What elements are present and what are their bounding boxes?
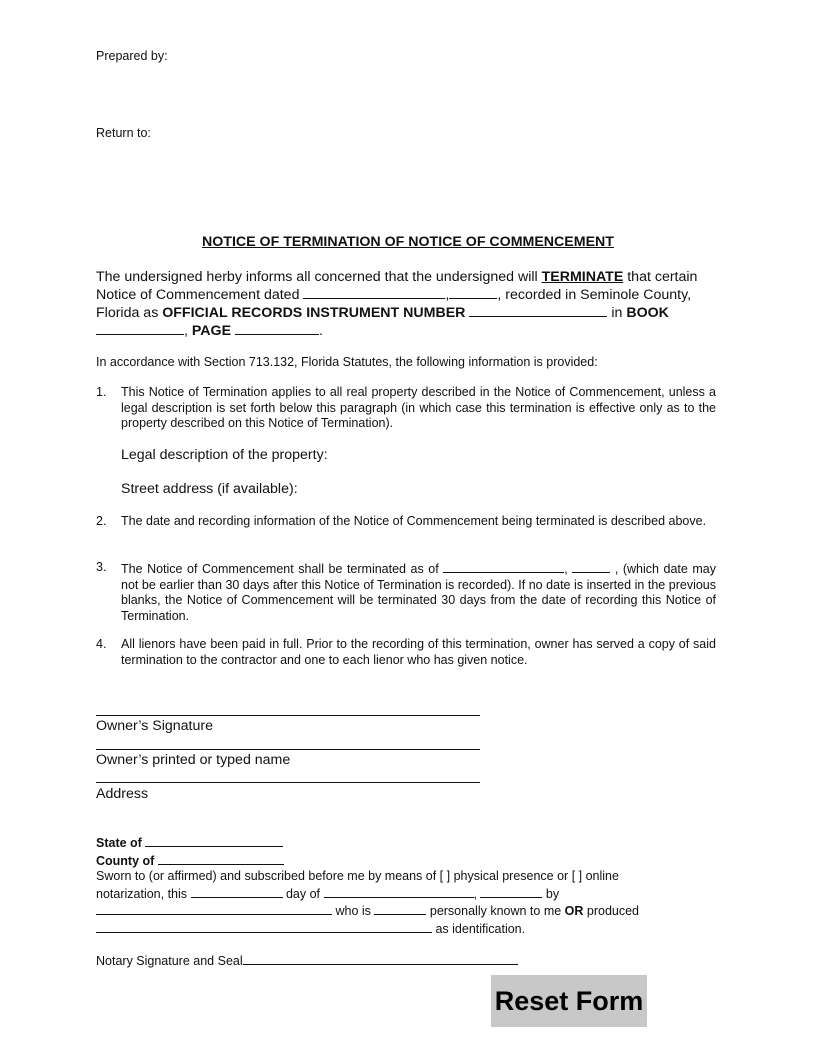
item-number: 3. [96, 560, 107, 574]
intro-text: , recorded in Seminole County, [497, 287, 692, 303]
official-records-label: OFFICIAL RECORDS INSTRUMENT NUMBER [162, 305, 466, 321]
address-line[interactable] [96, 782, 480, 783]
address-label: Address [96, 786, 149, 802]
item-text-part: , (which date may not be earlier than 30 days after this Notice of Termination is recorded). If no date is inserted in the previous blanks, the Notice of Commencement will be terminated 30 days from the date of recording this Notice of Termination. [121, 562, 716, 623]
noc-date-field[interactable] [303, 286, 445, 299]
sworn-text: produced [583, 904, 640, 918]
return-to-label: Return to: [96, 126, 151, 140]
intro-text: , [445, 287, 450, 303]
legal-description-label: Legal description of the property: [121, 447, 328, 463]
page-field[interactable] [235, 322, 319, 335]
signer-name-field[interactable] [96, 902, 332, 915]
page-label: PAGE [191, 323, 232, 339]
intro-text: that certain [623, 269, 698, 285]
sworn-text: by [542, 886, 560, 901]
instrument-number-field[interactable] [469, 304, 607, 317]
sworn-text: notarization, this [96, 886, 191, 901]
owner-signature-line[interactable] [96, 715, 480, 716]
book-field[interactable] [96, 322, 184, 335]
accordance-text: In accordance with Section 713.132, Florida Statutes, the following information is provided: [96, 355, 598, 369]
intro-text: . [319, 323, 323, 339]
intro-text: The undersigned herby informs all concerned that the undersigned will [96, 269, 542, 285]
prepared-by-label: Prepared by: [96, 49, 168, 63]
notary-month-field[interactable] [324, 885, 474, 898]
notary-day-field[interactable] [191, 885, 283, 898]
owner-signature-label: Owner’s Signature [96, 718, 213, 734]
reset-form-button[interactable]: Reset Form [491, 975, 647, 1027]
item-number: 4. [96, 637, 107, 651]
sworn-text: who is [332, 904, 375, 918]
termination-date-field[interactable] [443, 560, 564, 573]
intro-text: Florida as [96, 305, 163, 321]
identification-field[interactable] [96, 920, 432, 933]
noc-year-field[interactable] [449, 286, 497, 299]
terminate-emphasis: TERMINATE [541, 269, 624, 285]
intro-text: in [607, 305, 627, 321]
notary-signature-label: Notary Signature and Seal [96, 954, 243, 968]
item-number: 1. [96, 385, 107, 399]
list-item [96, 560, 716, 624]
termination-year-field[interactable] [572, 560, 610, 573]
intro-paragraph [96, 269, 726, 340]
intro-text: Notice of Commencement dated [96, 287, 304, 303]
known-status-field[interactable] [374, 902, 426, 915]
sworn-text: day of [282, 886, 324, 901]
sworn-text: , [473, 886, 481, 901]
item-text-part: , [564, 562, 573, 576]
state-field[interactable] [145, 834, 283, 847]
item-text: The date and recording information of the Notice of Commencement being terminated is described above. [121, 514, 707, 528]
document-title: NOTICE OF TERMINATION OF NOTICE OF COMMENCEMENT [202, 234, 614, 250]
county-field[interactable] [158, 852, 284, 865]
street-address-label: Street address (if available): [121, 481, 298, 497]
state-label: State of [96, 836, 142, 850]
book-label: BOOK [626, 305, 669, 321]
sworn-text: as identification. [432, 921, 526, 936]
sworn-text: personally known to me [426, 904, 565, 918]
owner-printed-name-line[interactable] [96, 749, 480, 750]
county-label: County of [96, 853, 155, 868]
list-item [96, 514, 716, 530]
list-item [96, 637, 716, 668]
sworn-text: Sworn to (or affirmed) and subscribed before me by means of [ ] physical presence or [ ] online [96, 869, 619, 883]
item-text: All lienors have been paid in full. Prior to the recording of this termination, owner has served a copy of said termination to the contractor and one to each lienor who has given notice. [121, 637, 716, 667]
notary-signature-field[interactable] [243, 952, 518, 965]
intro-text: , [184, 323, 192, 339]
list-item [96, 385, 716, 432]
item-text: This Notice of Termination applies to all real property described in the Notice of Commencement, unless a legal description is set forth below this paragraph (in which case this termination is effective only as to the property described on this Notice of Termination). [121, 385, 716, 430]
notary-block [96, 834, 736, 970]
item-text-part: The Notice of Commencement shall be terminated as of [121, 562, 444, 576]
item-text [121, 560, 716, 624]
owner-printed-name-label: Owner’s printed or typed name [96, 752, 291, 768]
or-emphasis: OR [564, 904, 584, 918]
item-number: 2. [96, 514, 107, 528]
notary-year-field[interactable] [480, 885, 542, 898]
